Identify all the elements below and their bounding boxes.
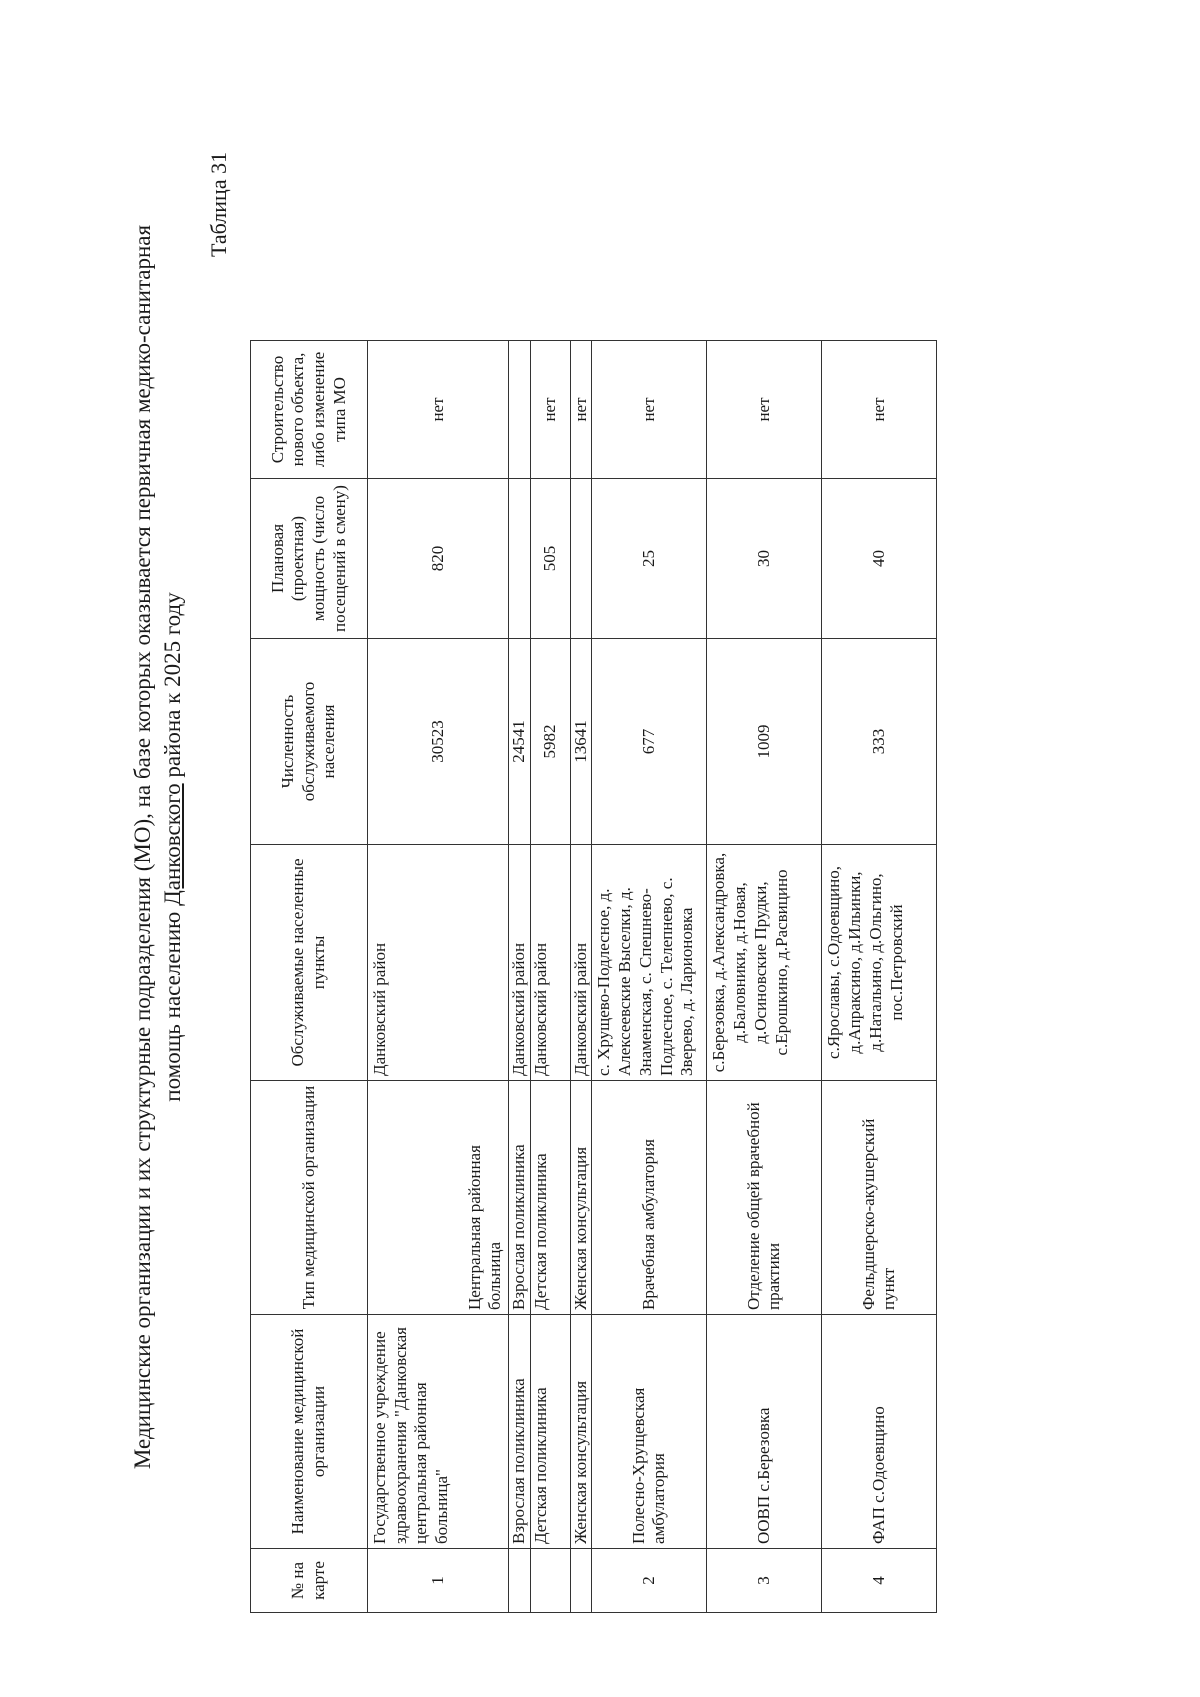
row-population: 1009 <box>707 639 822 845</box>
row-name: ООВП с.Березовка <box>707 1315 822 1549</box>
subrow-type: Женская консультация <box>570 1081 592 1315</box>
subrow-num <box>509 1549 531 1613</box>
subrow-population: 13641 <box>570 639 592 845</box>
row-areas: Данковский район <box>368 845 509 1081</box>
table-row <box>368 341 509 1613</box>
document-title <box>128 137 188 1557</box>
row-areas: с.Березовка, д.Александровка, д.Баловники, д.Новая, д.Осиновские Прудки, с.Ерошкино, д.Расвицино <box>707 845 822 1081</box>
subrow-areas: Данковский район <box>530 845 570 1081</box>
row-num: 4 <box>822 1549 937 1613</box>
subrow-areas: Данковский район <box>570 845 592 1081</box>
row-name: ФАП с.Одоевщино <box>822 1315 937 1549</box>
header-num: № на карте <box>251 1549 368 1613</box>
table-subrow <box>530 341 570 1613</box>
title-line-1: Медицинские организации и их структурные подразделения (МО), на базе которых оказывается первичная медико-санитарная <box>130 224 155 1470</box>
row-capacity: 25 <box>592 479 707 639</box>
subrow-num <box>530 1549 570 1613</box>
subrow-capacity <box>509 479 531 639</box>
row-type: Врачебная амбулатория <box>592 1081 707 1315</box>
subrow-population: 5982 <box>530 639 570 845</box>
subrow-type: Взрослая поликлиника <box>509 1081 531 1315</box>
row-population: 333 <box>822 639 937 845</box>
header-type: Тип медицинской организации <box>251 1081 368 1315</box>
subrow-type: Детская поликлиника <box>530 1081 570 1315</box>
subrow-num <box>570 1549 592 1613</box>
row-population: 677 <box>592 639 707 845</box>
row-capacity: 820 <box>368 479 509 639</box>
subrow-areas: Данковский район <box>509 845 531 1081</box>
row-type: Фельдшерско-акушерский пункт <box>822 1081 937 1315</box>
row-capacity: 30 <box>707 479 822 639</box>
row-name: Полесно-Хрущевская амбулатория <box>592 1315 707 1549</box>
row-num: 3 <box>707 1549 822 1613</box>
table-subrow <box>570 341 592 1613</box>
table-row <box>592 341 707 1613</box>
row-num: 1 <box>368 1549 509 1613</box>
table-caption: Таблица 31 <box>206 151 231 257</box>
organizations-table <box>250 340 937 1613</box>
row-areas: с.Ярославы, с.Одоевщино, д.Апраксино, д.Ильинки, д.Натальино, д.Ольгино, пос.Петровский <box>822 845 937 1081</box>
subrow-population: 24541 <box>509 639 531 845</box>
title-line-2 <box>158 137 188 1557</box>
subrow-capacity: 505 <box>530 479 570 639</box>
table-subrow <box>509 341 531 1613</box>
subrow-name: Женская консультация <box>570 1315 592 1549</box>
subrow-capacity <box>570 479 592 639</box>
header-capacity: Плановая (проектная) мощность (число посещений в смену) <box>251 479 368 639</box>
row-construction: нет <box>592 341 707 479</box>
subrow-construction: нет <box>530 341 570 479</box>
subrow-name: Взрослая поликлиника <box>509 1315 531 1549</box>
row-construction: нет <box>707 341 822 479</box>
row-capacity: 40 <box>822 479 937 639</box>
row-population: 30523 <box>368 639 509 845</box>
table-header-row <box>251 341 368 1613</box>
title-line-2-end: района к 2025 году <box>160 592 185 784</box>
subrow-construction: нет <box>570 341 592 479</box>
title-line-2-start: помощь населению <box>160 905 185 1102</box>
row-num: 2 <box>592 1549 707 1613</box>
row-areas: с. Хрущево-Подлесное, д. Алексеевские Выселки, д. Знаменская, с. Спешнево-Подлесное, с. Телепнево, с. Зверево, д. Ларионовка <box>592 845 707 1081</box>
header-construction: Строительство нового объекта, либо изменение типа МО <box>251 341 368 479</box>
row-construction: нет <box>822 341 937 479</box>
title-district: Данковского <box>160 783 185 906</box>
table-row <box>707 341 822 1613</box>
row-type: Центральная районная больница <box>368 1081 509 1315</box>
table-row <box>822 341 937 1613</box>
header-population: Численность обслуживаемого населения <box>251 639 368 845</box>
subrow-name: Детская поликлиника <box>530 1315 570 1549</box>
header-areas: Обслуживаемые населенные пункты <box>251 845 368 1081</box>
row-type: Отделение общей врачебной практики <box>707 1081 822 1315</box>
header-name: Наименование медицинской организации <box>251 1315 368 1549</box>
row-name: Государственное учреждение здравоохранения "Данковская центральная районная больница" <box>368 1315 509 1549</box>
row-construction: нет <box>368 341 509 479</box>
subrow-construction <box>509 341 531 479</box>
